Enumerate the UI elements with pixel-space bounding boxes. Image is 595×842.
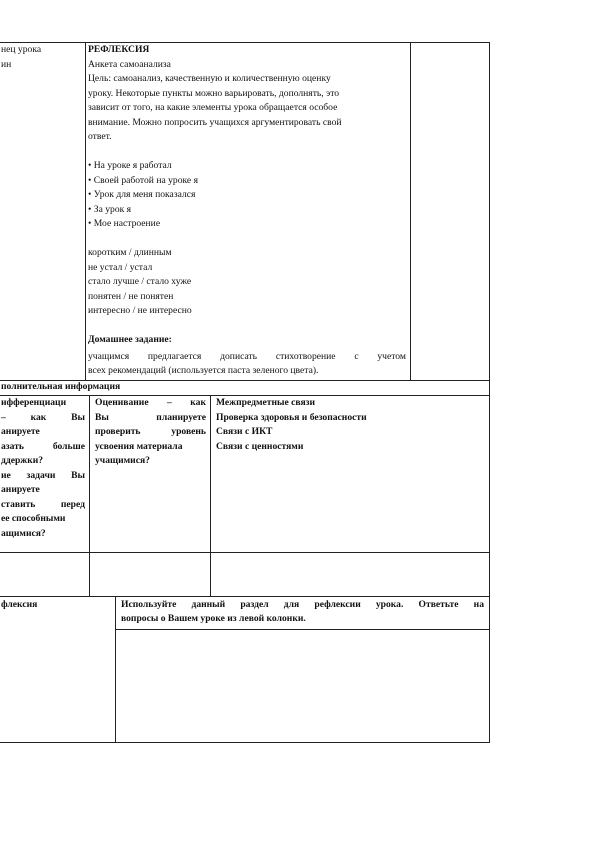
homework-line-1: учащимся предлагается дописать стихотворение с учетом [88, 351, 406, 362]
reflection-instruction-line-1: Используйте данный раздел для рефлексии урока. Ответьте на [121, 599, 484, 610]
row-divider-4 [0, 596, 489, 597]
differentiation-line: ее способными [1, 513, 66, 524]
reflection-section-label: флексия [1, 599, 38, 610]
row-divider-5 [115, 629, 489, 630]
table-right-border [489, 42, 490, 743]
assessment-line: Оценивание – как [95, 397, 206, 408]
differentiation-line: ддержки? [1, 455, 44, 466]
differentiation-line: ифференциаци [1, 397, 67, 408]
reflection-instruction-line-2: вопросы о Вашем уроке из левой колонки. [121, 613, 306, 624]
homework-title: Домашнее задание: [88, 334, 172, 345]
assessment-line: учащимися? [95, 455, 150, 466]
col-divider-5 [115, 596, 116, 743]
assessment-line: усвоения материала [95, 440, 183, 452]
survey-bullet: • Мое настроение [88, 218, 161, 229]
row-divider-3 [0, 552, 489, 553]
survey-answer: коротким / длинным [88, 247, 172, 258]
table-bottom-border [0, 742, 489, 743]
lesson-end-line-1: нец урока [1, 44, 42, 55]
differentiation-cell [1, 396, 85, 541]
links-line: Проверка здоровья и безопасности [216, 411, 367, 423]
assessment-line: Вы планируете [95, 411, 206, 423]
survey-answer: интересно / не интересно [88, 305, 192, 316]
links-line: Межпредметные связи [216, 397, 316, 408]
links-line: Связи с ценностями [216, 440, 304, 452]
assessment-line: проверить уровень [95, 426, 206, 437]
survey-answer: стало лучше / стало хуже [88, 276, 192, 287]
reflection-subtitle: Анкета самоанализа [88, 58, 171, 70]
reflection-para-line: Цель: самоанализ, качественную и количественную оценку [88, 73, 331, 84]
survey-bullet: • На уроке я работал [88, 160, 172, 171]
col-divider-4 [210, 395, 211, 597]
col-divider-2 [410, 42, 411, 381]
differentiation-line: ащимися? [1, 527, 46, 539]
reflection-title: РЕФЛЕКСИЯ [88, 44, 150, 55]
assessment-cell [95, 396, 206, 469]
homework-line-2: всех рекомендаций (используется паста зеленого цвета). [88, 365, 319, 376]
differentiation-line: анируете [1, 426, 40, 437]
col-divider-3 [89, 395, 90, 597]
survey-bullet: • За урок я [88, 203, 132, 215]
col-divider-1 [85, 42, 86, 381]
additional-info-header: полнительная информация [1, 381, 121, 392]
differentiation-line: – как Вы [1, 411, 85, 423]
differentiation-line: азать больше [1, 440, 85, 452]
reflection-para-line: зависит от того, на какие элементы урока обращается особое [88, 102, 338, 113]
survey-bullet: • Урок для меня показался [88, 189, 196, 200]
survey-answer: не устал / устал [88, 261, 153, 273]
differentiation-line: ставить перед [1, 498, 85, 510]
lesson-end-label [1, 43, 41, 72]
survey-bullet: • Своей работой на уроке я [88, 174, 198, 186]
survey-answer: понятен / не понятен [88, 290, 174, 302]
reflection-para-line: ответ. [88, 131, 112, 142]
reflection-cell [88, 43, 342, 348]
reflection-para-line: внимание. Можно попросить учащихся аргументировать свой [88, 116, 342, 128]
reflection-para-line: уроку. Некоторые пункты можно варьировать, дополнять, это [88, 87, 340, 99]
links-cell [216, 396, 367, 454]
differentiation-line: анируете [1, 484, 40, 495]
lesson-end-line-2: ин [1, 58, 12, 70]
differentiation-line: ие задачи Вы [1, 469, 85, 481]
links-line: Связи с ИКТ [216, 426, 273, 437]
